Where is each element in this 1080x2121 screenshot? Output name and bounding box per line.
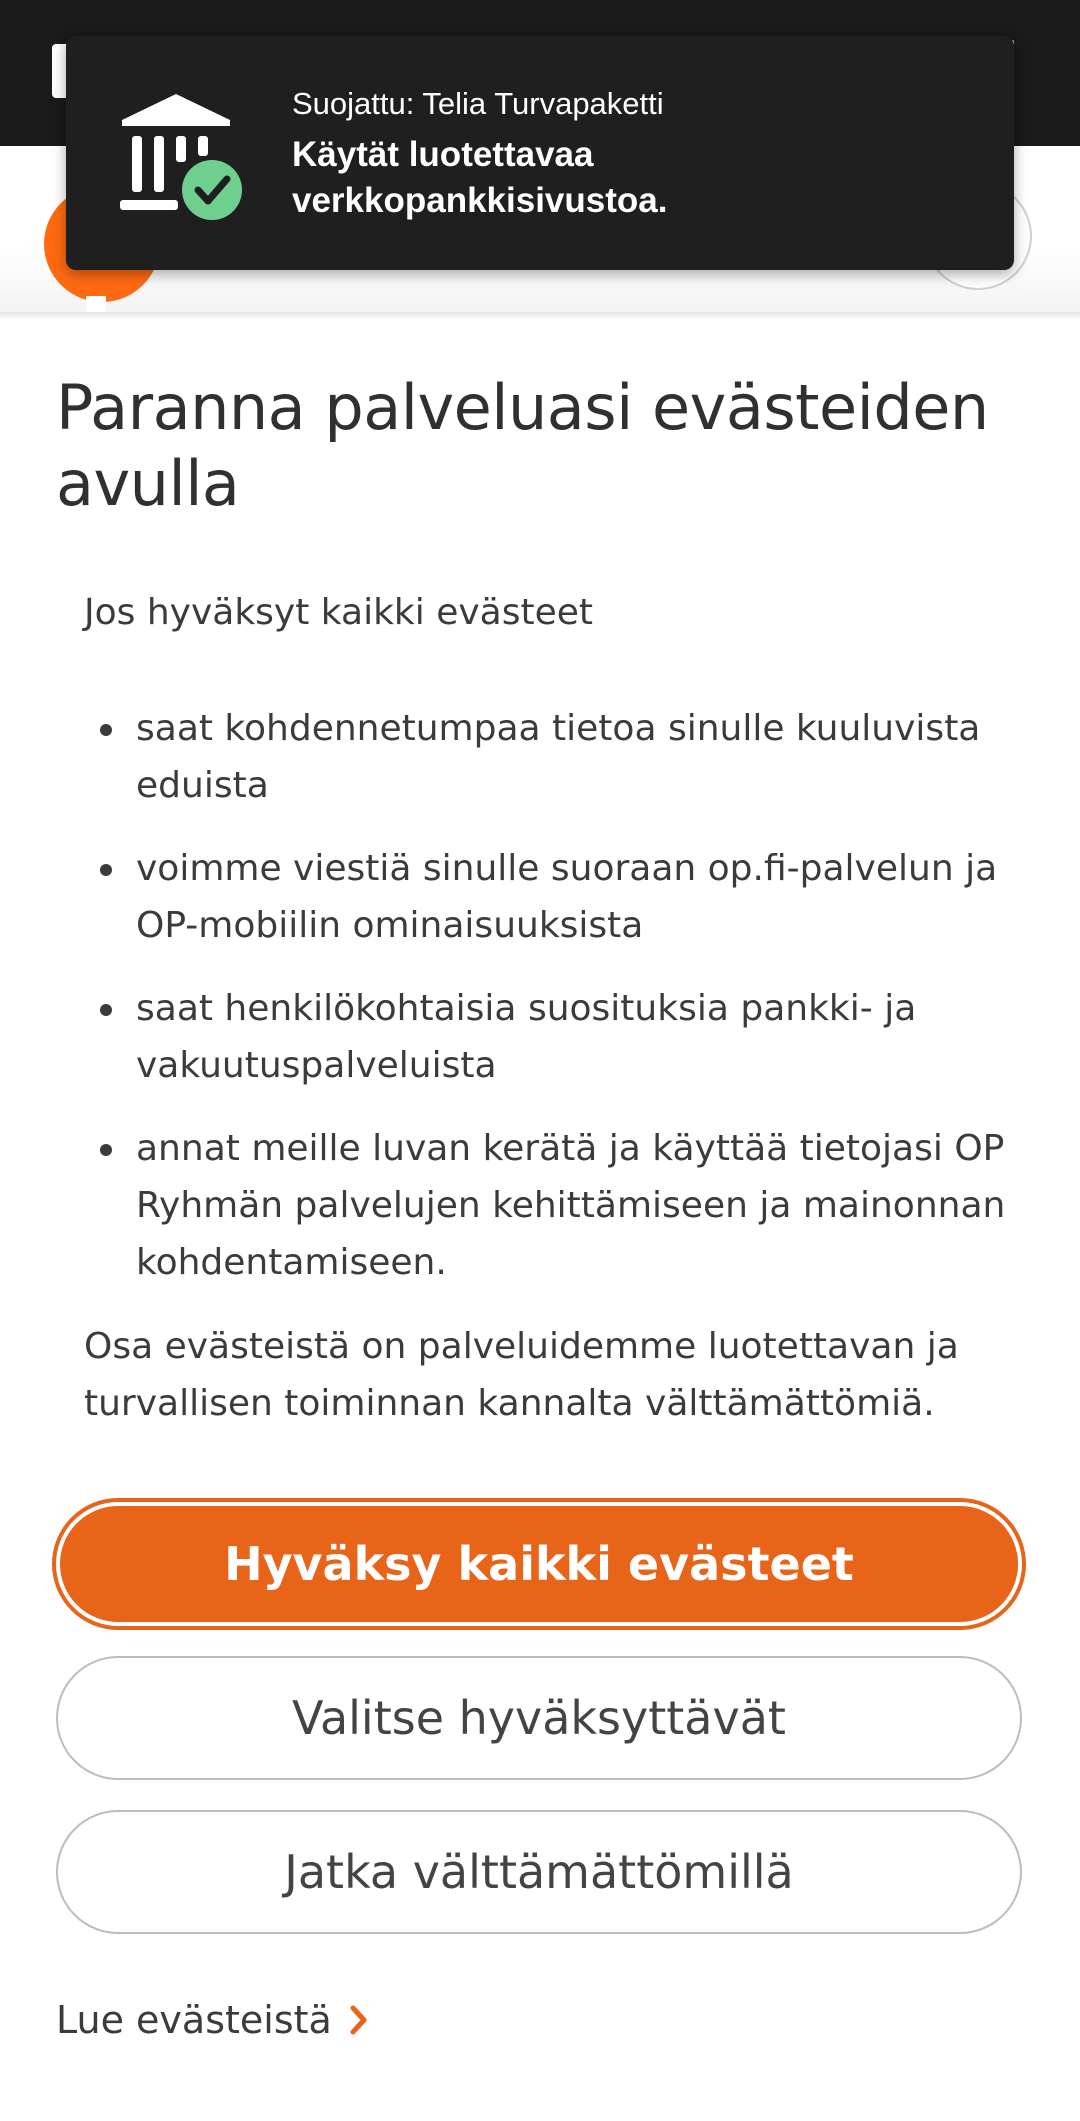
read-about-cookies-link[interactable] (56, 1998, 370, 2042)
list-item: saat henkilökohtaisia suosituksia pankki- ja vakuutuspalveluista (84, 980, 1024, 1094)
list-item: voimme viestiä sinulle suoraan op.fi-palvelun ja OP-mobiilin ominaisuuksista (84, 840, 1024, 954)
header-divider (0, 312, 1080, 320)
toast-message: Käytät luotettavaa verkkopankkisivustoa. (292, 135, 668, 220)
necessary-only-label: Jatka välttämättömillä (284, 1845, 794, 1899)
benefit-list (84, 700, 1024, 1317)
page-title: Paranna palveluasi evästeiden avulla (56, 371, 989, 520)
chevron-right-icon (348, 2004, 370, 2036)
read-more-label: Lue evästeistä (56, 1998, 332, 2042)
select-cookies-label: Valitse hyväksyttävät (292, 1691, 786, 1745)
list-item: annat meille luvan kerätä ja käyttää tietojasi OP Ryhmän palvelujen kehittämiseen ja mainonnan kohdentamiseen. (84, 1120, 1024, 1291)
accept-all-label: Hyväksy kaikki evästeet (224, 1537, 854, 1591)
security-toast[interactable] (66, 36, 1014, 270)
select-cookies-button[interactable] (56, 1656, 1022, 1780)
necessary-cookies-note: Osa evästeistä on palveluidemme luotettavan ja turvallisen toiminnan kannalta välttämättömiä. (84, 1326, 959, 1424)
accept-all-button[interactable] (56, 1502, 1022, 1626)
list-item: saat kohdennetumpaa tietoa sinulle kuuluvista eduista (84, 700, 1024, 814)
necessary-only-button[interactable] (56, 1810, 1022, 1934)
toast-eyebrow: Suojattu: Telia Turvapaketti (292, 86, 664, 121)
bank-shield-check-icon (118, 92, 244, 222)
consent-intro: Jos hyväksyt kaikki evästeet (84, 592, 594, 633)
